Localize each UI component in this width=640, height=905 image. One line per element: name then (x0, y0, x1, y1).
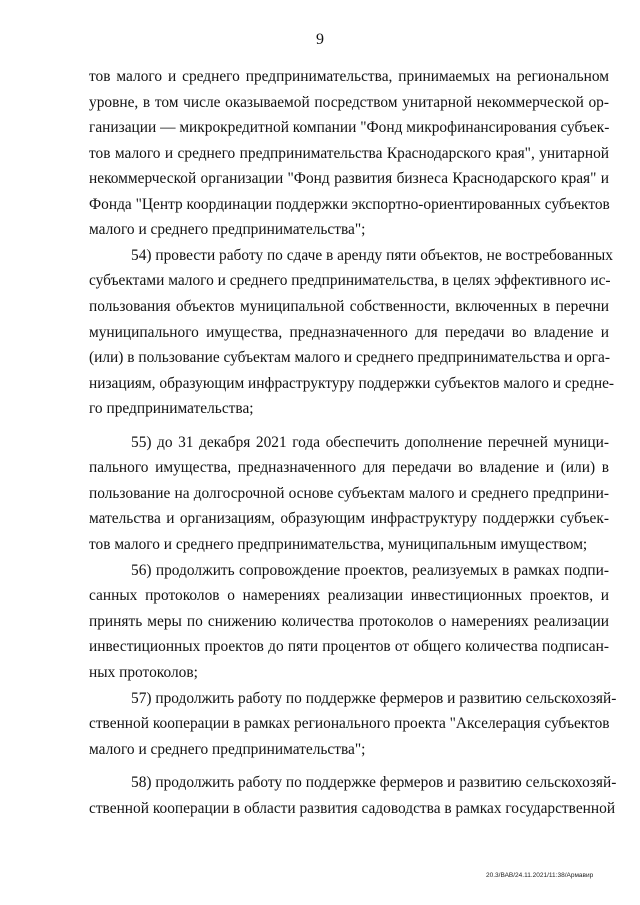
text-line: уровне, в том числе оказываемой посредством унитарной некоммерческой ор- (89, 94, 609, 111)
text-line: Фонда "Центр координации поддержки экспортно-ориентированных субъектов (89, 196, 610, 213)
text-line: пального имущества, предназначенного для передачи во владение и (или) в (89, 459, 609, 476)
text-line: тов малого и среднего предпринимательства, принимаемых на региональном (89, 68, 609, 85)
text-line: (или) в пользование субъектам малого и среднего предпринимательства и орга- (89, 349, 610, 366)
text-line: ственной кооперации в рамках регионального проекта "Акселерация субъектов (89, 715, 610, 732)
text-line: ганизации — микрокредитной компании "Фонд микрофинансирования субъек- (89, 119, 610, 136)
page-number: 9 (316, 31, 324, 48)
text-line: 55) до 31 декабря 2021 года обеспечить дополнение перечней муници- (131, 434, 609, 451)
text-line: муниципального имущества, предназначенного для передачи во владение и (89, 324, 609, 341)
text-line: низациям, образующим инфраструктуру поддержки субъектов малого и средне- (89, 375, 615, 392)
text-line: 54) провести работу по сдаче в аренду пяти объектов, не востребованных (131, 247, 613, 264)
text-line: го предпринимательства; (89, 400, 254, 417)
text-line: малого и среднего предпринимательства"; (89, 221, 366, 238)
text-line: инвестиционных проектов до пяти процентов от общего количества подписан- (89, 638, 609, 655)
text-line: принять меры по снижению количества протоколов о намерениях реализации (89, 613, 609, 630)
text-line: пользования объектов муниципальной собственности, включенных в перечни (89, 298, 609, 315)
text-line: пользование на долгосрочной основе субъектам малого и среднего предприни- (89, 485, 609, 502)
text-line: ственной кооперации в области развития садоводства в рамках государственной (89, 800, 616, 817)
document-footer-stamp: 20.3/ВАВ/24.11.2021/11:38/Армавир (486, 872, 594, 879)
text-line: 58) продолжить работу по поддержке фермеров и развитию сельскохозяй- (131, 774, 617, 791)
text-line: 57) продолжить работу по поддержке фермеров и развитию сельскохозяй- (131, 690, 617, 707)
text-line: некоммерческой организации "Фонд развития бизнеса Краснодарского края" и (89, 170, 609, 187)
text-line: ных протоколов; (89, 664, 198, 681)
text-line: субъектами малого и среднего предпринимательства, в целях эффективного ис- (89, 272, 611, 289)
text-line: малого и среднего предпринимательства"; (89, 741, 366, 758)
text-line: тов малого и среднего предпринимательства, муниципальным имуществом; (89, 536, 588, 553)
text-line: 56) продолжить сопровождение проектов, реализуемых в рамках подпи- (131, 562, 609, 579)
text-line: мательства и организациям, образующим инфраструктуру поддержки субъек- (89, 510, 609, 527)
text-line: санных протоколов о намерениях реализации инвестиционных проектов, и (89, 587, 609, 604)
text-line: тов малого и среднего предпринимательства Краснодарского края", унитарной (89, 145, 609, 162)
